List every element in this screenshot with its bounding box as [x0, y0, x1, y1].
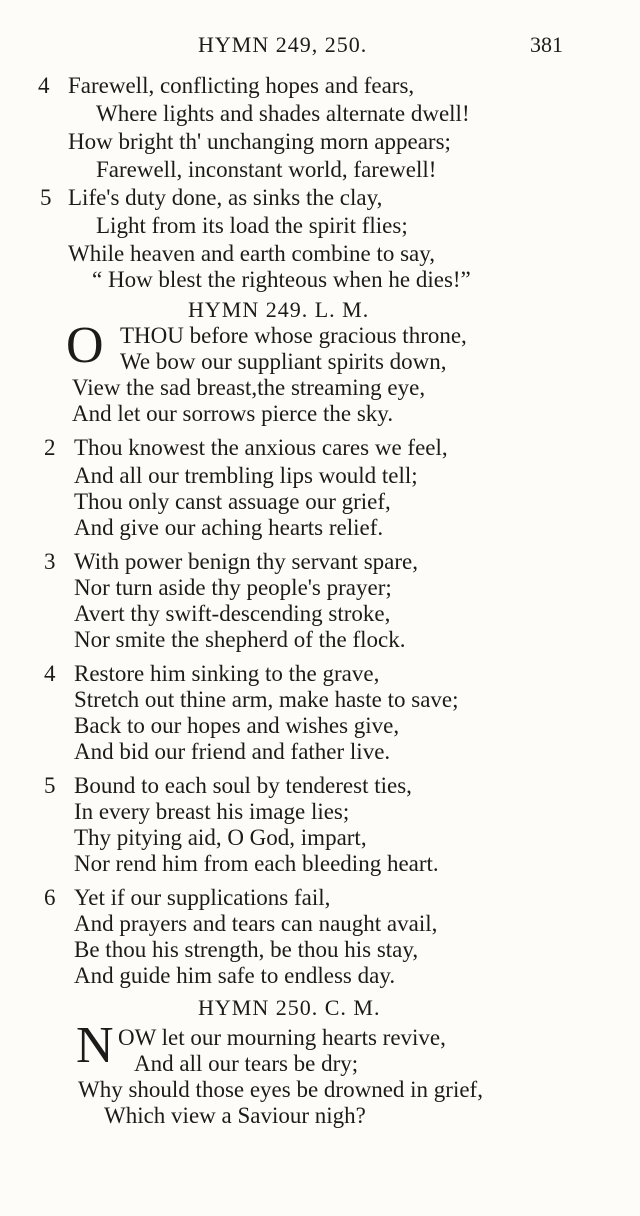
verse-line: View the sad breast,the streaming eye,	[72, 375, 426, 400]
verse-line: Thou knowest the anxious cares we feel,	[74, 435, 448, 460]
verse-line: Be thou his strength, be thou his stay,	[74, 937, 419, 962]
hymn-title: HYMN 249. L. M.	[188, 297, 370, 322]
verse-line: While heaven and earth combine to say,	[68, 241, 436, 266]
verse-line: Avert thy swift-descending stroke,	[74, 601, 391, 626]
page-number: 381	[530, 32, 563, 57]
verse-line: Which view a Saviour nigh?	[104, 1103, 366, 1128]
verse-line: We bow our suppliant spirits down,	[120, 349, 447, 374]
verse-line: And bid our friend and father live.	[74, 739, 391, 764]
verse-line: Bound to each soul by tenderest ties,	[74, 773, 412, 798]
verse-line: THOU before whose gracious throne,	[120, 323, 467, 348]
verse-line: OW let our mourning hearts revive,	[118, 1025, 446, 1050]
verse-line: Light from its load the spirit flies;	[96, 213, 408, 238]
verse-line: “ How blest the righteous when he dies!”	[92, 267, 471, 292]
verse-number: 6	[44, 885, 56, 910]
verse-line: And all our tears be dry;	[134, 1051, 359, 1076]
verse-line: Nor smite the shepherd of the flock.	[74, 627, 406, 652]
verse-line: And let our sorrows pierce the sky.	[72, 401, 394, 426]
verse-line: Thy pitying aid, O God, impart,	[74, 825, 367, 850]
running-title: HYMN 249, 250.	[198, 32, 368, 57]
verse-line: Thou only canst assuage our grief,	[74, 489, 391, 514]
verse-number: 4	[38, 73, 50, 98]
verse-number: 5	[40, 185, 52, 210]
drop-cap: N	[76, 1017, 114, 1074]
verse-line: In every breast his image lies;	[74, 799, 350, 824]
verse-number: 3	[44, 549, 56, 574]
verse-number: 2	[44, 435, 56, 460]
verse-line: Nor turn aside thy people's prayer;	[74, 575, 392, 600]
verse-line: Why should those eyes be drowned in grief,	[78, 1077, 483, 1102]
verse-line: Yet if our supplications fail,	[74, 885, 331, 910]
verse-line: And prayers and tears can naught avail,	[74, 911, 438, 936]
verse-line: Back to our hopes and wishes give,	[74, 713, 400, 738]
verse-line: And give our aching hearts relief.	[74, 515, 384, 540]
verse-line: And guide him safe to endless day.	[74, 963, 396, 988]
verse-line: Stretch out thine arm, make haste to save;	[74, 687, 459, 712]
verse-line: Farewell, inconstant world, farewell!	[96, 157, 437, 182]
verse-number: 5	[44, 773, 56, 798]
verse-line: Life's duty done, as sinks the clay,	[68, 185, 383, 210]
verse-line: Farewell, conflicting hopes and fears,	[68, 73, 415, 98]
drop-cap: O	[66, 317, 104, 374]
hymn-title: HYMN 250. C. M.	[198, 995, 381, 1020]
page-header	[0, 32, 640, 64]
verse-line: Nor rend him from each bleeding heart.	[74, 851, 439, 876]
verse-number: 4	[44, 661, 56, 686]
verse-line: Where lights and shades alternate dwell!	[96, 101, 470, 126]
verse-line: How bright th' unchanging morn appears;	[68, 129, 451, 154]
verse-line: And all our trembling lips would tell;	[74, 463, 418, 488]
verse-line: Restore him sinking to the grave,	[74, 661, 380, 686]
verse-line: With power benign thy servant spare,	[74, 549, 418, 574]
